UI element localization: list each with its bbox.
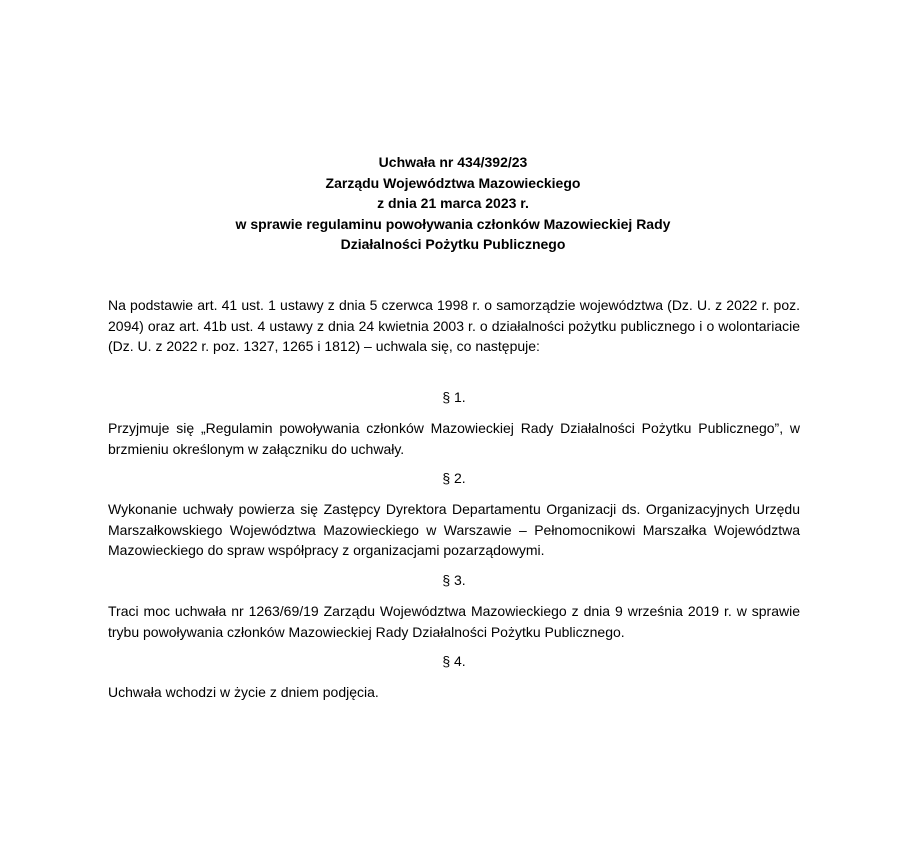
section-3-text: Traci moc uchwała nr 1263/69/19 Zarządu Województwa Mazowieckiego z dnia 9 września 2019 r. w sprawie trybu powoływania członków Mazowieckiej Rady Działalności Pożytku Publicznego. — [108, 603, 800, 640]
title-subject-line2: Działalności Pożytku Publicznego — [340, 236, 566, 253]
resolution-title — [0, 152, 906, 255]
section-2-mark: § 2. — [442, 470, 466, 486]
section-4-mark: § 4. — [442, 653, 466, 669]
title-date: z dnia 21 marca 2023 r. — [377, 195, 529, 212]
title-number: Uchwała nr 434/392/23 — [378, 154, 528, 170]
section-3-mark: § 3. — [442, 572, 466, 588]
section-1-text: Przyjmuje się „Regulamin powoływania członków Mazowieckiej Rady Działalności Pożytku Publicznego”, w brzmieniu określonym w załączniku do uchwały. — [108, 420, 800, 457]
preamble-paragraph: Na podstawie art. 41 ust. 1 ustawy z dnia 5 czerwca 1998 r. o samorządzie województwa (Dz. U. z 2022 r. poz. 2094) oraz art. 41b ust. 4 ustawy z dnia 24 kwietnia 2003 r. o działalności pożytku publicznego i o wolontariacie (Dz. U. z 2022 r. poz. 1327, 1265 i 1812) – uchwala się, co następuje: — [108, 297, 800, 355]
section-1-mark: § 1. — [442, 389, 466, 405]
section-2-text: Wykonanie uchwały powierza się Zastępcy Dyrektora Departamentu Organizacji ds. Organizacyjnych Urzędu Marszałkowskiego Województwa Mazowieckiego w Warszawie – Pełnomocnikowi Marszałka Województwa Mazowieckiego do spraw współpracy z organizacjami pozarządowymi. — [108, 501, 800, 559]
section-4-text: Uchwała wchodzi w życie z dniem podjęcia. — [108, 684, 379, 700]
title-subject-line1: w sprawie regulaminu powoływania członków Mazowieckiej Rady — [235, 215, 671, 232]
title-issuer: Zarządu Województwa Mazowieckiego — [325, 174, 581, 191]
